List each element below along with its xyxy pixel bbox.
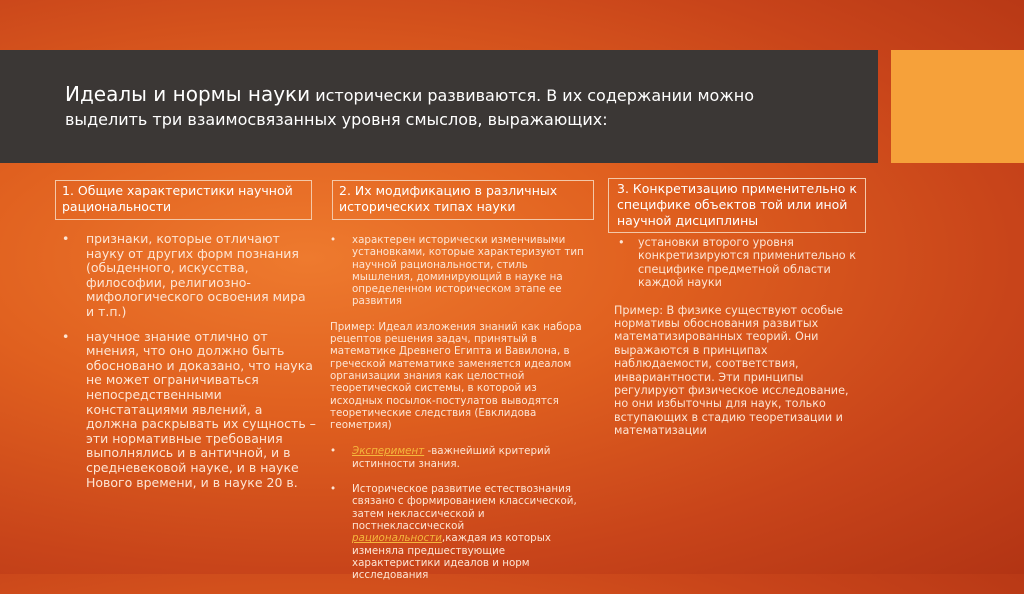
list-item	[330, 445, 592, 470]
column-1-header: 1. Общие характеристики научной рациональности	[55, 180, 312, 220]
list-item	[614, 236, 864, 290]
bullet-icon: •	[62, 231, 70, 246]
rationality-link[interactable]: рациональности	[352, 532, 442, 545]
column-1-body	[62, 232, 317, 500]
example-paragraph: Пример: В физике существуют особые нормативы обоснования развитых математизированных теорий. Они выражаются в принципах наблюдаемости, соответствия, инвариантности. Эти принципы регулируют физическое исследование, но они избыточны для наук, только вступающих в стадию теоретизации и математизации	[614, 303, 849, 438]
list-item-text: ,каждая из которых изменяла предшествующие характеристики идеалов и норм исследования	[352, 532, 551, 582]
list-item-text: Историческое развитие естествознания связано с формированием классической, затем неклассической и постнеклассической	[352, 483, 577, 532]
title-bold-part: Идеалы и нормы науки	[65, 82, 311, 106]
list-item-text: научное знание отлично от мнения, что оно должно быть обосновано и доказано, что наука не может ограничиваться непосредственными констатациями явлений, а должна раскрывать их сущность – эти нормативные требования выполнялись и в античной, и в средневековой науке, и в науке Нового времени, и в науке 20 в.	[86, 328, 316, 490]
list-item	[330, 483, 592, 581]
experiment-link[interactable]: Эксперимент	[352, 445, 425, 458]
list-item-text: -важнейший критерий истинности знания.	[352, 445, 551, 470]
title-rest-line1: исторически развиваются. В их содержании можно	[310, 86, 754, 105]
list-item	[62, 330, 317, 491]
list-item	[330, 234, 592, 308]
bullet-icon: •	[330, 483, 337, 496]
list-item	[62, 232, 317, 320]
column-2-body	[330, 234, 592, 594]
bullet-icon: •	[330, 445, 337, 458]
bullet-icon: •	[62, 328, 70, 344]
list-item-text: установки второго уровня конкретизируются применительно к специфике предметной области каждой науки	[638, 236, 856, 290]
accent-block	[891, 50, 1024, 163]
title-line2: выделить три взаимосвязанных уровня смыслов, выражающих:	[65, 110, 608, 129]
column-3-header: 3. Конкретизацию применительно к специфике объектов той или иной научной дисциплины	[608, 178, 866, 233]
column-2-header: 2. Их модификацию в различных исторических типах науки	[332, 180, 594, 220]
list-item-text: признаки, которые отличают науку от других форм познания (обыденного, искусства, философии, религиозно-мифологического освоения мира и т.п.)	[86, 231, 306, 319]
bullet-icon: •	[618, 236, 625, 249]
slide-title	[65, 82, 855, 132]
bullet-icon: •	[330, 234, 337, 246]
list-item-text: характерен исторически изменчивыми установками, которые характеризуют тип научной рациональности, стиль мышления, доминирующий в науке на определенном историческом этапе ее развития	[352, 234, 584, 308]
column-3-body	[614, 236, 864, 438]
example-paragraph: Пример: Идеал изложения знаний как набора рецептов решения задач, принятый в математике Древнего Египта и Вавилона, в греческой математике заменяется идеалом организации знания как целостной теоретической системы, в которой из исходных посылок-постулатов выводятся теоретические следствия (Евклидова геометрия)	[330, 320, 582, 432]
